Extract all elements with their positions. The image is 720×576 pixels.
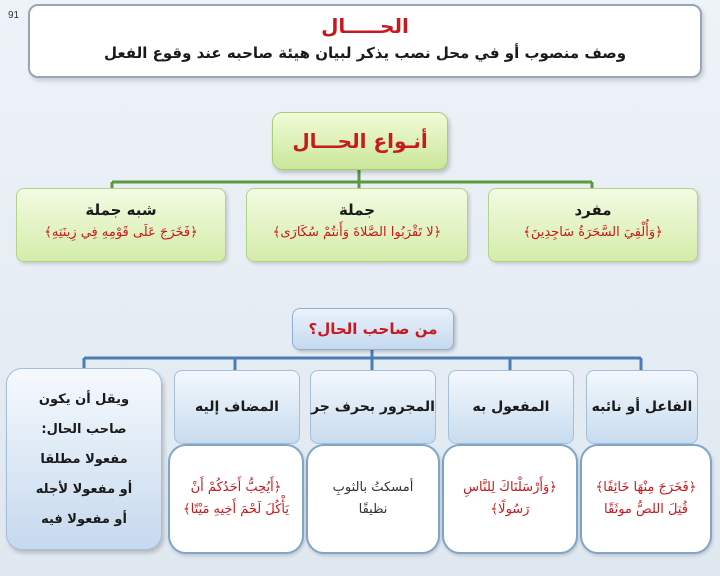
example-line: رَسُولًا﴾ [490, 502, 530, 517]
owner-box-object: المفعول به [448, 370, 574, 444]
definition-box [28, 4, 702, 78]
example-box-subject [580, 444, 712, 554]
example-line: ﴿وَأَرْسَلْنَاكَ لِلنَّاسِ [463, 480, 557, 495]
side-note-line: صاحب الحال: [41, 422, 127, 437]
definition-text: وصف منصوب أو في محل نصب يذكر لبيان هيئة صاحبه عند وقوع الفعل [103, 44, 627, 62]
example-box-genitive [168, 444, 304, 554]
example-line: يَأْكُلَ لَحْمَ أَخِيهِ مَيْتًا﴾ [183, 502, 289, 517]
side-note-line: أو مفعولا فيه [41, 512, 127, 527]
type-box-semi-sentence [16, 188, 226, 262]
page-number: 91 [8, 10, 20, 21]
owner-header: من صاحب الحال؟ [292, 308, 454, 350]
types-header: أنـواع الحـــال [272, 112, 448, 170]
example-line: نظيفًا [358, 502, 388, 517]
example-box-preposition [306, 444, 440, 554]
example-line: قُتِلَ اللصُّ موثَقًا [604, 502, 688, 517]
type-example: ﴿لا تَقْرَبُوا الصَّلاةَ وَأَنتُمْ سُكَارَى﴾ [272, 225, 442, 240]
type-box-sentence [246, 188, 468, 262]
owner-box-preposition: المجرور بحرف جر [310, 370, 436, 444]
side-note-line: ويقل أن يكون [38, 392, 130, 407]
owner-box-subject: الفاعل أو نائبه [586, 370, 698, 444]
example-line: أمسكتُ بالثوبِ [332, 480, 414, 495]
type-name: مفرد [574, 201, 612, 219]
type-box-single [488, 188, 698, 262]
side-note-line: أو مفعولا لأجله [35, 482, 133, 497]
type-example: ﴿وَأُلْقِيَ السَّحَرَةُ سَاجِدِينَ﴾ [523, 225, 663, 240]
example-box-object [442, 444, 578, 554]
type-name: شبه جملة [85, 201, 157, 219]
example-line: ﴿أَيُحِبُّ أَحَدُكُمْ أَنْ [190, 480, 282, 495]
example-line: ﴿فَخَرَجَ مِنْهَا خَائِفًا﴾ [595, 480, 697, 495]
owner-box-genitive: المضاف إليه [174, 370, 300, 444]
side-note-box [6, 368, 162, 550]
side-note-line: مفعولا مطلقا [40, 452, 128, 467]
type-example: ﴿فَخَرَجَ عَلَى قَوْمِهِ فِي زِينَتِهِ﴾ [44, 225, 198, 240]
type-name: جملة [338, 201, 376, 219]
page-title: الحـــــال [321, 14, 409, 38]
